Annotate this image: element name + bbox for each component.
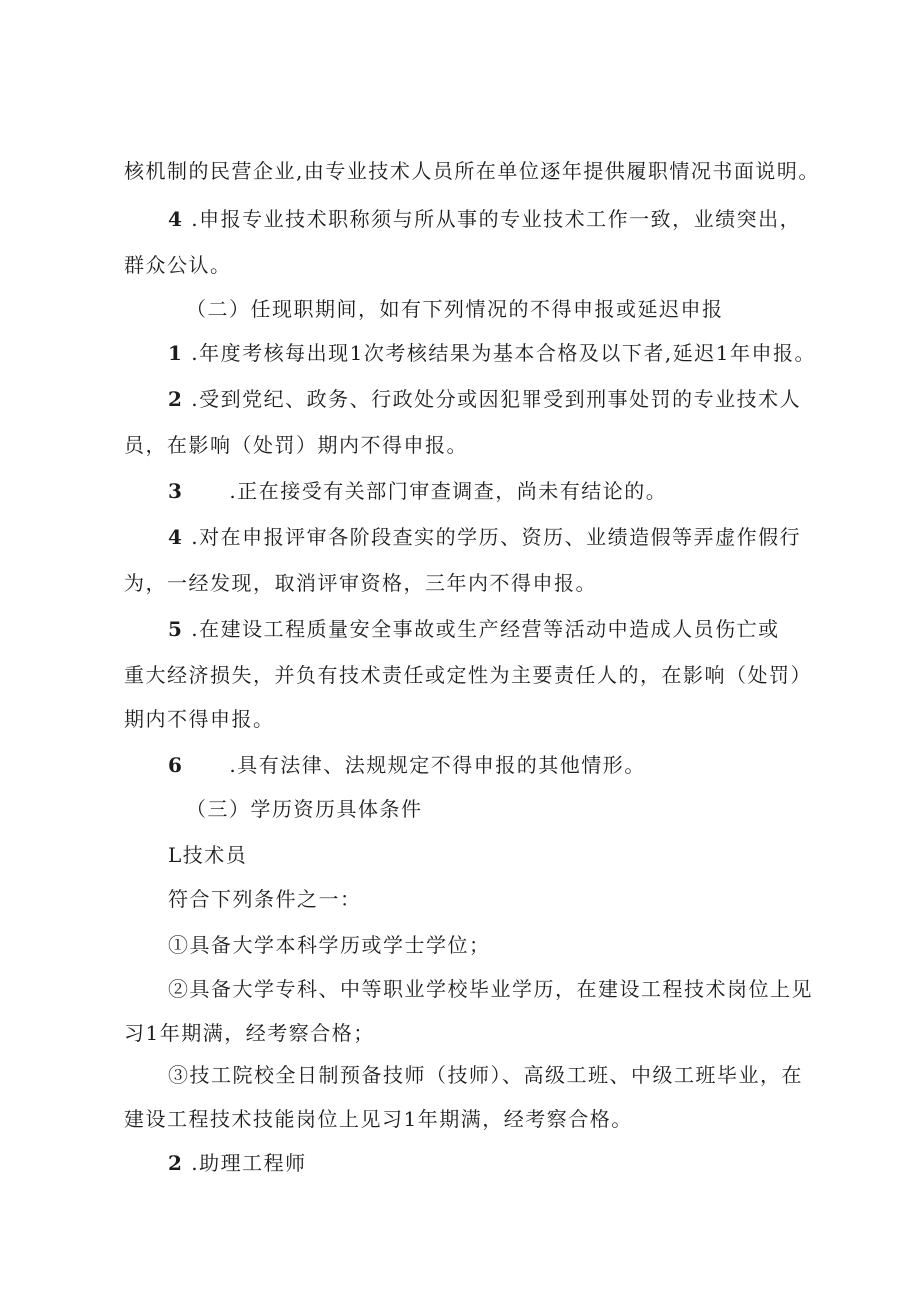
section-heading-3 (186, 796, 423, 822)
list-item-5 (168, 616, 780, 642)
paragraph-line-1 (124, 158, 820, 184)
condition-item-1 (168, 932, 491, 958)
subheading-text: L技术员 (168, 843, 248, 867)
line-text: .对在申报评审各阶段查实的学历、资历、业绩造假等弄虚作假行 (191, 525, 802, 549)
item-number: 1 (168, 341, 184, 365)
heading-text: （二）任现职期间，如有下列情况的不得申报或延迟申报 (186, 297, 724, 321)
line-text: 员，在影响（处罚）期内不得申报。 (124, 433, 468, 457)
paragraph-line-continued (124, 432, 468, 458)
line-text: ①具备大学本科学历或学士学位； (168, 933, 491, 957)
list-item-3 (168, 478, 667, 504)
line-text: 为，一经发现，取消评审资格，三年内不得申报。 (124, 571, 597, 595)
line-text: ③技工院校全日制预备技师（技师）、高级工班、中级工班毕业，在 (168, 1063, 803, 1087)
list-item-4 (168, 206, 801, 232)
item-number: 2 (168, 1151, 184, 1175)
paragraph-line-continued (124, 252, 232, 278)
section-heading-2 (186, 296, 724, 322)
subheading-technician (168, 842, 247, 868)
line-text: 重大经济损失，并负有技术责任或定性为主要责任人的，在影响（处罚） (124, 663, 812, 687)
line-text: 核机制的民营企业,由专业技术人员所在单位逐年提供履职情况书面说明。 (124, 159, 820, 183)
list-item-4b (168, 524, 801, 550)
item-number: 4 (168, 525, 184, 549)
item-number: 3 (168, 479, 184, 503)
list-item-1 (168, 340, 816, 366)
condition-item-3 (168, 1062, 803, 1088)
item-number: 5 (168, 617, 184, 641)
item-number: 4 (168, 207, 184, 231)
line-text: 期内不得申报。 (124, 707, 275, 731)
condition-intro (168, 886, 362, 912)
line-text: ②具备大学专科、中等职业学校毕业学历，在建设工程技术岗位上见 (168, 977, 813, 1001)
line-text: .正在接受有关部门审查调查，尚未有结论的。 (229, 479, 668, 503)
line-text: .在建设工程质量安全事故或生产经营等活动中造成人员伤亡或 (191, 617, 780, 641)
item-number: 6 (168, 753, 184, 777)
item-number: 2 (168, 387, 184, 411)
paragraph-line-continued (124, 1020, 375, 1046)
paragraph-line-continued (124, 570, 597, 596)
heading-text: （三）学历资历具体条件 (186, 797, 423, 821)
line-text: 群众公认。 (124, 253, 232, 277)
line-text: .具有法律、法规规定不得申报的其他情形。 (229, 753, 646, 777)
subheading-text: .助理工程师 (191, 1151, 307, 1175)
condition-item-2 (168, 976, 813, 1002)
paragraph-line-continued (124, 706, 275, 732)
line-text: 习1年期满，经考察合格； (124, 1021, 375, 1045)
line-text: .受到党纪、政务、行政处分或因犯罪受到刑事处罚的专业技术人 (191, 387, 802, 411)
line-text: 建设工程技术技能岗位上见习1年期满，经考察合格。 (124, 1107, 633, 1131)
line-text: 符合下列条件之一： (168, 887, 362, 911)
list-item-6 (168, 752, 646, 778)
paragraph-line-continued (124, 1106, 633, 1132)
list-item-2 (168, 386, 801, 412)
line-text: .申报专业技术职称须与所从事的专业技术工作一致，业绩突出， (191, 207, 802, 231)
line-text: .年度考核每出现1次考核结果为基本合格及以下者,延迟1年申报。 (191, 341, 816, 365)
paragraph-line-continued (124, 662, 812, 688)
subheading-assistant-engineer (168, 1150, 307, 1176)
